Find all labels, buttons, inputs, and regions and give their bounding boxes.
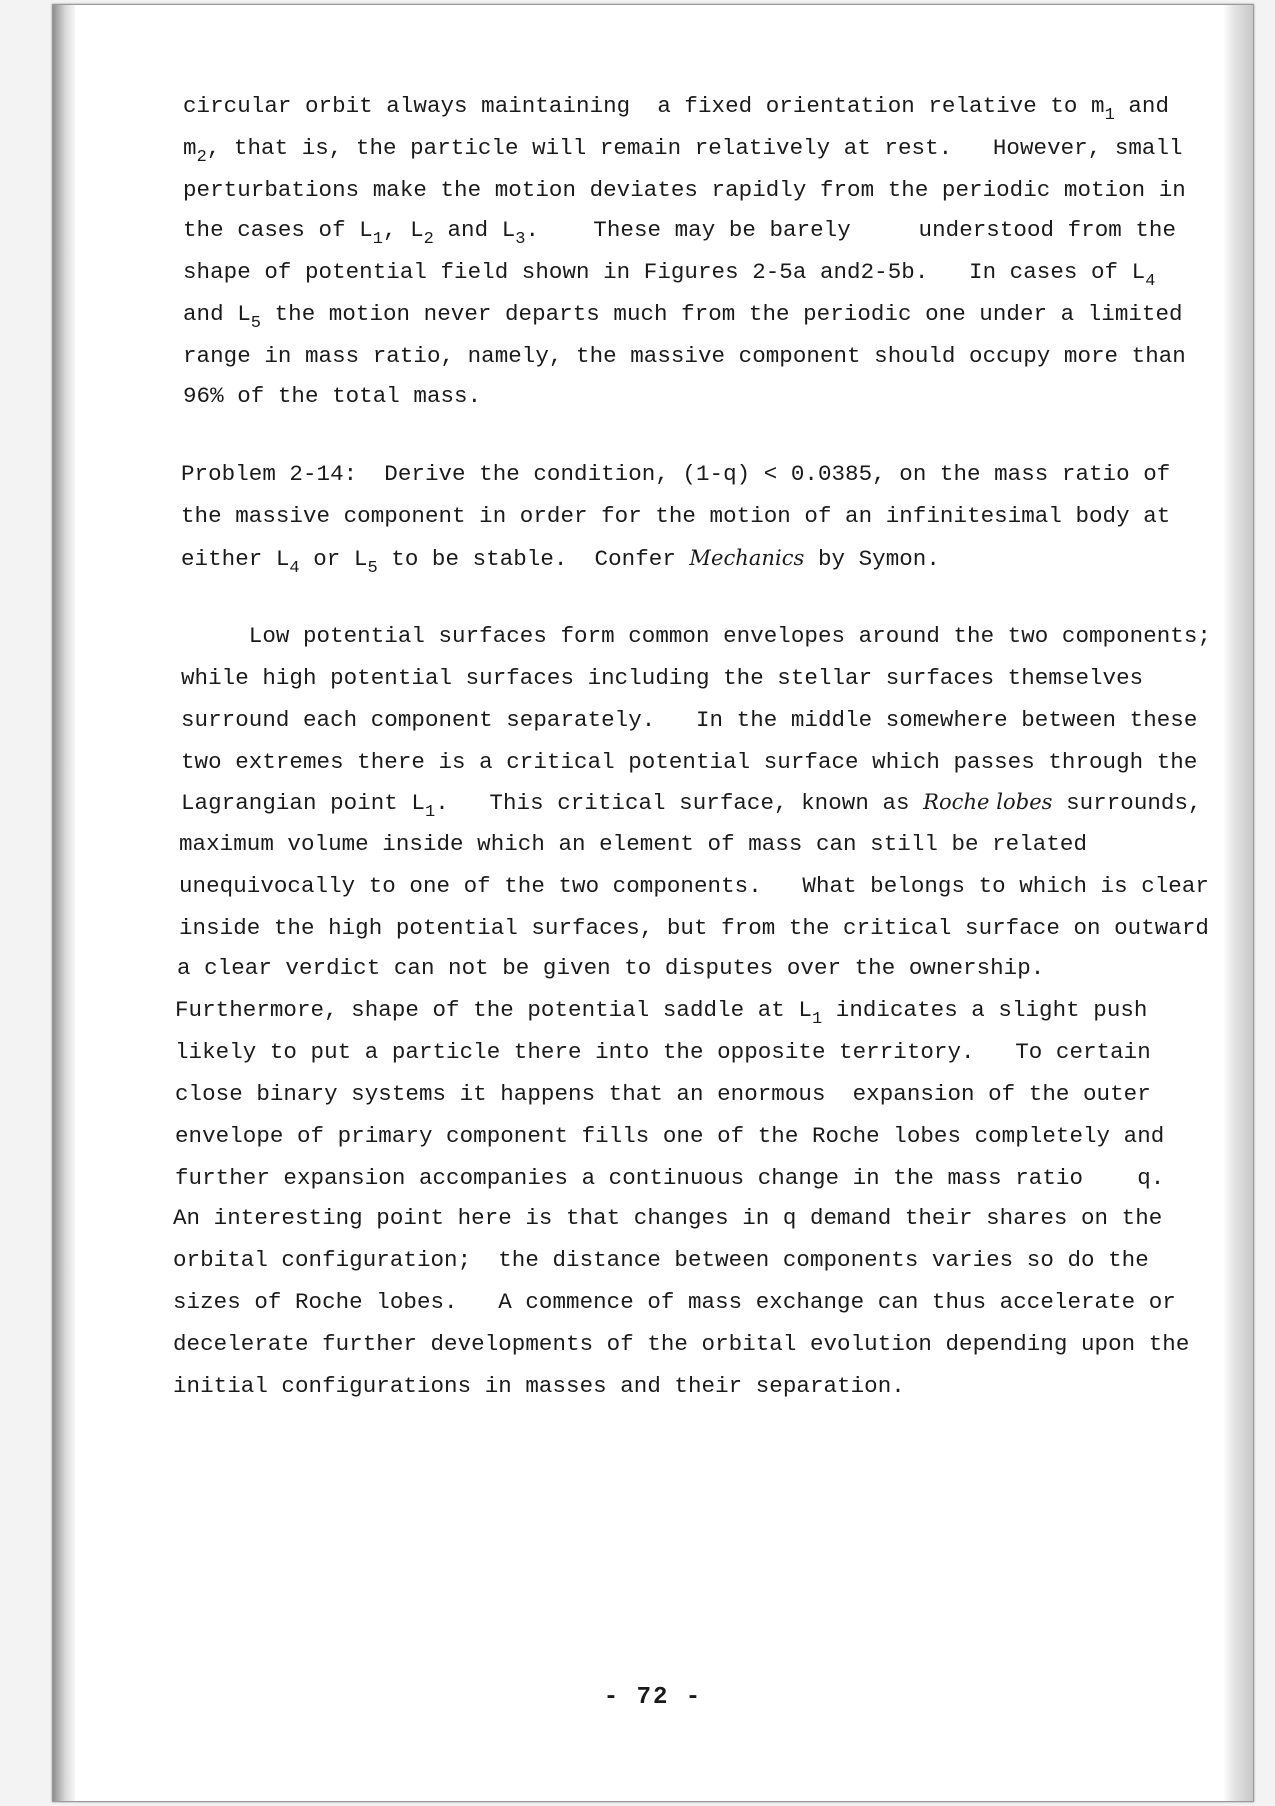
text-line: perturbations make the motion deviates rapidly from the periodic motion in bbox=[183, 177, 1186, 203]
text-line: the massive component in order for the motion of an infinitesimal body at bbox=[181, 503, 1171, 529]
text-line: decelerate further developments of the orbital evolution depending upon the bbox=[173, 1331, 1190, 1357]
page-right-edge bbox=[1223, 5, 1253, 1801]
text-line: inside the high potential surfaces, but from the critical surface on outward bbox=[179, 915, 1209, 941]
text-line: $m_2$, that is, the particle will remain relatively at rest. However, small bbox=[183, 135, 1183, 167]
page-number: - 72 - bbox=[603, 1684, 703, 1711]
book-title: Mechanics bbox=[689, 546, 805, 570]
text-line: surround each component separately. In the middle somewhere between these bbox=[181, 707, 1198, 733]
text-line: close binary systems it happens that an enormous expansion of the outer bbox=[175, 1081, 1151, 1107]
text-line: An interesting point here is that changes in q demand their shares on the bbox=[173, 1205, 1163, 1231]
text-line: Problem 2-14: Derive the condition, (1-q) < 0.0385, on the mass ratio of bbox=[181, 461, 1171, 487]
text-line: Low potential surfaces form common envelopes around the two components; bbox=[181, 623, 1211, 649]
text-line: either $L_4$ or $L_5$ to be stable. Confer Mechanics by Symon. bbox=[181, 546, 940, 578]
text-line: sizes of Roche lobes. A commence of mass exchange can thus accelerate or bbox=[173, 1289, 1176, 1315]
text-line: likely to put a particle there into the opposite territory. To certain bbox=[175, 1039, 1151, 1065]
text-line: 96% of the total mass. bbox=[183, 383, 482, 409]
text-line: range in mass ratio, namely, the massive component should occupy more than bbox=[183, 343, 1186, 369]
text-line: the cases of $L_1$, $L_2$ and $L_3$. These may be barely understood from the bbox=[183, 217, 1177, 249]
text-line: circular orbit always maintaining a fixed orientation relative to $m_1$ and bbox=[183, 93, 1170, 125]
text-line: envelope of primary component fills one of the Roche lobes completely and bbox=[175, 1123, 1165, 1149]
text-line: a clear verdict can not be given to disputes over the ownership. bbox=[177, 955, 1045, 981]
text-line: further expansion accompanies a continuous change in the mass ratio q. bbox=[175, 1165, 1165, 1191]
roche-lobes-term: Roche lobes bbox=[923, 790, 1053, 814]
document-page bbox=[52, 4, 1254, 1802]
text-line: shape of potential field shown in Figures 2-5a and2-5b. In cases of $L_4$ bbox=[183, 259, 1156, 291]
text-line: and $L_5$ the motion never departs much from the periodic one under a limited bbox=[183, 301, 1183, 333]
text-line: unequivocally to one of the two components. What belongs to which is clear bbox=[179, 873, 1209, 899]
text-line: while high potential surfaces including the stellar surfaces themselves bbox=[181, 665, 1144, 691]
text-line: orbital configuration; the distance between components varies so do the bbox=[173, 1247, 1149, 1273]
text-line: Furthermore, shape of the potential saddle at $L_1$ indicates a slight push bbox=[175, 997, 1148, 1029]
text-line: initial configurations in masses and their separation. bbox=[173, 1373, 905, 1399]
text-line: Lagrangian point $L_1$. This critical surface, known as Roche lobes surrounds, bbox=[181, 790, 1202, 822]
text-line: maximum volume inside which an element of mass can still be related bbox=[179, 831, 1087, 857]
page-left-edge bbox=[53, 5, 75, 1801]
text-line: two extremes there is a critical potential surface which passes through the bbox=[181, 749, 1198, 775]
